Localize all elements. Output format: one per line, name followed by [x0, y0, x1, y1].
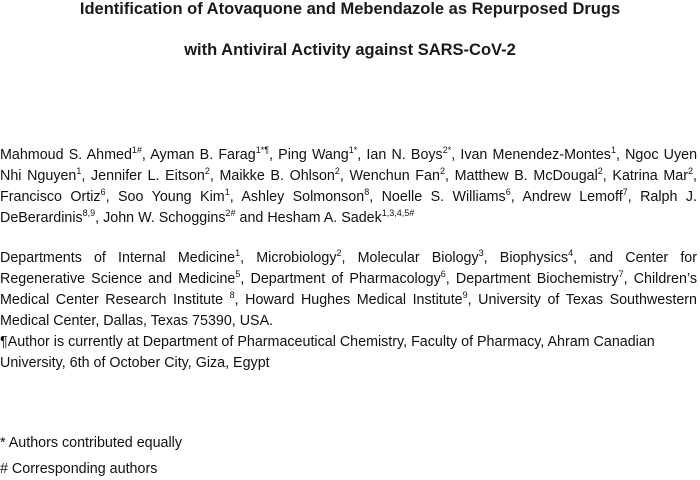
affiliation: [245, 292, 468, 308]
author-name: Wenchun Fan: [349, 168, 440, 184]
author-affiliation-mark: 2#: [225, 208, 236, 218]
author-affiliation-mark: 2: [439, 166, 445, 176]
author-name: Jennifer L. Eitson: [91, 168, 205, 184]
affiliation-mark: 3: [478, 248, 484, 258]
author: [455, 168, 603, 184]
author-affiliation-mark: 2: [204, 166, 210, 176]
affiliation-mark: 1: [235, 248, 241, 258]
author: [118, 189, 230, 205]
affiliation: [256, 250, 341, 266]
author: [103, 210, 235, 226]
author-note: [0, 332, 697, 374]
author: [460, 147, 616, 163]
affiliation-mark: 6: [440, 269, 446, 279]
author-affiliation-mark: 1: [76, 166, 82, 176]
affiliation-prefix: Departments of: [0, 250, 106, 266]
affiliations: Departments of Internal Medicine$^1$, Microbiology$^2$, Molecular Biology$^3$, Biophysics$^4$, and Center for Regenerative Science and Medicine$^5$, Department of Pharmacology$^6$, Department Biochemistry$^7$, Children’s Medical Center Research Institute $^8$, Howard Hughes Medical Institute$^9$, University of Texas Southwestern Medical Center, Dallas, Texas 75390, USA.: [0, 248, 698, 329]
author-affiliation-mark: 2: [688, 166, 694, 176]
author-list: Mahmoud S. Ahmed$^{1\#}$, Ayman B. Farag$^{1*\P}$, Ping Wang$^{1*}$, Ian N. Boys$^{2*}$, Ivan Menendez-Montes$^1$, Ngoc Uyen Nhi Nguyen$^1$, Jennifer L. Eitson$^2$, Maikke B. Ohlson$^2$, Wenchun Fan$^2$, Matthew B. McDougal$^2$, Katrina Mar$^2$, Francisco Ortiz$^6$, Soo Young Kim$^1$, Ashley Solmonson$^8$, Noelle S. Williams$^6$, Andrew Lemoff$^7$, Ralph J. DeBerardinis$^{8,9}$, John W. Schoggins$^{2\#}$ and Hesham A. Sadek$^{1,3,4,5\#}$: [0, 145, 698, 226]
affiliation-mark: 5: [235, 269, 241, 279]
author-affiliation-mark: 8: [364, 187, 370, 197]
author-affiliation-mark: 1*¶: [255, 145, 270, 155]
affiliation-name: Molecular Biology: [357, 250, 479, 266]
note-text: Author is currently at Department of Pharmaceutical Chemistry, Faculty of Pharmacy, Ahram Canadian University, 6th of October City, Giza, Egypt: [0, 334, 655, 371]
author-name: Ivan Menendez-Montes: [460, 147, 611, 163]
author-name: Ralph J. DeBerardinis: [0, 189, 698, 226]
author: [0, 189, 106, 205]
author-affiliation-mark: 2: [597, 166, 603, 176]
affiliation-name: Howard Hughes Medical Institute: [245, 292, 463, 308]
author: [267, 210, 414, 226]
affiliation-name: Microbiology: [256, 250, 337, 266]
affiliation-name: Children’s Medical Center Research Institute: [0, 271, 698, 308]
affiliation-mark: 7: [618, 269, 624, 279]
affiliation-name: Internal Medicine: [118, 250, 236, 266]
author-affiliation-mark: 2: [334, 166, 340, 176]
author-name: Ngoc Uyen Nhi Nguyen: [0, 147, 698, 184]
footnote-corresponding-authors: # Corresponding authors: [0, 461, 158, 477]
affiliation-name: Department Biochemistry: [455, 271, 619, 287]
affiliation: [500, 250, 573, 266]
affiliation-name: Department of Pharmacology: [250, 271, 441, 287]
affiliation: [456, 271, 624, 287]
title-line-1: Identification of Atovaquone and Mebendazole as Repurposed Drugs: [79, 0, 621, 18]
affiliation-mark: 2: [336, 248, 342, 258]
author: [241, 189, 369, 205]
author-affiliation-mark: 2*: [442, 145, 452, 155]
author-name: Soo Young Kim: [118, 189, 225, 205]
author-affiliation-mark: 1,3,4,5#: [381, 208, 415, 218]
author: [278, 147, 357, 163]
affiliation-mark: 4: [568, 248, 574, 258]
title-line-2: with Antiviral Activity against SARS-CoV-2: [184, 41, 516, 59]
author-name: Ian N. Boys: [366, 147, 443, 163]
affiliation-institution: University of Texas Southwestern Medical Center, Dallas, Texas 75390, USA.: [0, 292, 697, 329]
author: [350, 168, 445, 184]
footnote-equal-contribution: * Authors contributed equally: [0, 435, 183, 451]
author-name: Hesham A. Sadek: [267, 210, 382, 226]
author-name: Andrew Lemoff: [522, 189, 623, 205]
author-affiliation-mark: 7: [622, 187, 628, 197]
affiliation-name: and Center for Regenerative Science and Medicine: [0, 250, 698, 287]
affiliation-name: Biophysics: [499, 250, 569, 266]
author-name: Ayman B. Farag: [150, 147, 256, 163]
author-name: John W. Schoggins: [103, 210, 226, 226]
author-name: Francisco Ortiz: [0, 189, 101, 205]
author: [612, 168, 693, 184]
author: [150, 147, 269, 163]
author-name: Mahmoud S. Ahmed: [0, 147, 132, 163]
affiliation: [358, 250, 484, 266]
author: [522, 189, 627, 205]
author: [219, 168, 339, 184]
author-affiliation-mark: 1: [224, 187, 230, 197]
author: [382, 189, 511, 205]
affiliation: [118, 250, 240, 266]
author-affiliation-mark: 1#: [131, 145, 142, 155]
author: [366, 147, 451, 163]
author-name: Noelle S. Williams: [381, 189, 506, 205]
author-affiliation-mark: 1*: [348, 145, 358, 155]
author: [0, 147, 142, 163]
author-affiliation-mark: 6: [100, 187, 106, 197]
author-name: Maikke B. Ohlson: [219, 168, 335, 184]
affiliation-mark: 8: [229, 290, 235, 300]
author-affiliation-mark: 8,9: [82, 208, 96, 218]
author-name: Katrina Mar: [612, 168, 688, 184]
author-name: Ashley Solmonson: [241, 189, 365, 205]
author-name: Ping Wang: [278, 147, 349, 163]
affiliation: [251, 271, 446, 287]
author-affiliation-mark: 6: [505, 187, 511, 197]
note-mark: ¶: [0, 334, 8, 350]
affiliation-mark: 9: [462, 290, 468, 300]
author-name: Matthew B. McDougal: [454, 168, 598, 184]
author-affiliation-mark: 1: [610, 145, 616, 155]
author: [91, 168, 210, 184]
